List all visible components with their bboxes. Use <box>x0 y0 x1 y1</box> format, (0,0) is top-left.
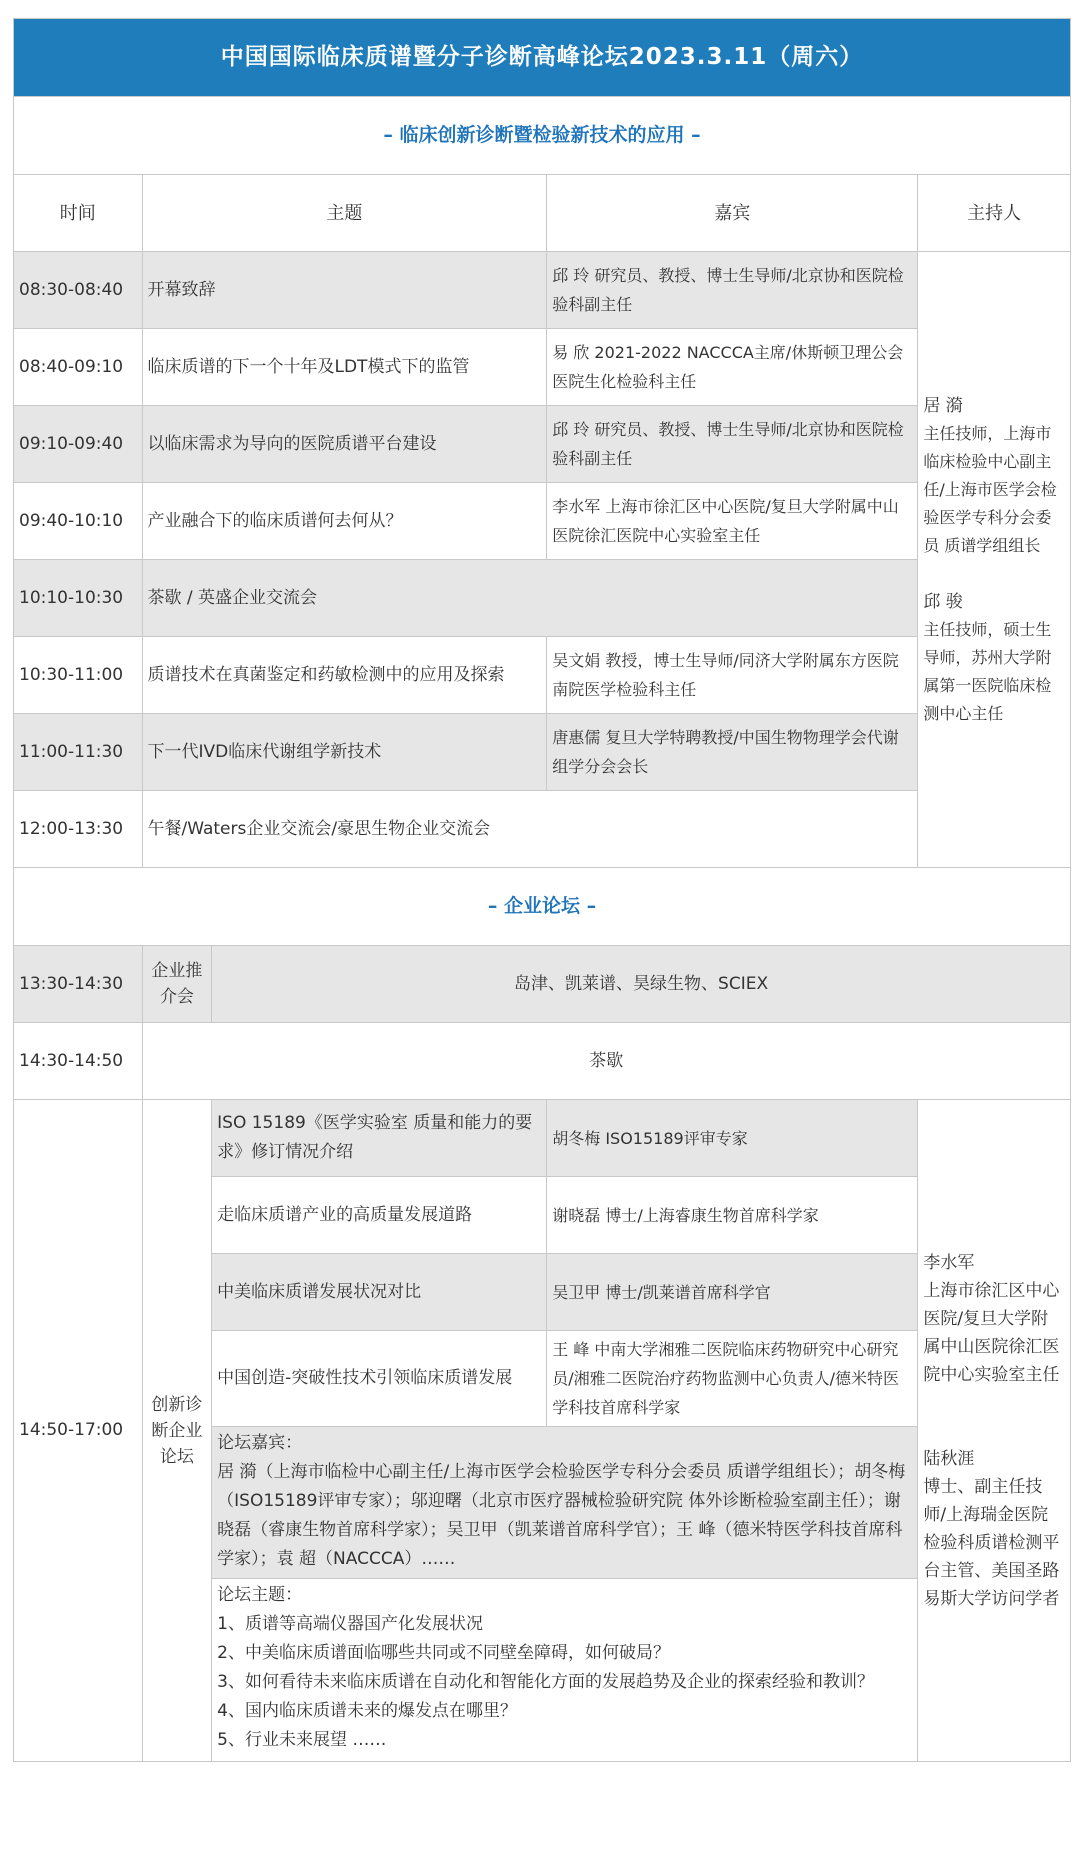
topic-cell: 临床质谱的下一个十年及LDT模式下的监管 <box>142 329 547 406</box>
host-entry <box>923 1249 1065 1389</box>
topic-cell: 茶歇 / 英盛企业交流会 <box>142 560 918 637</box>
forum-guests-text: 居 漪（上海市临检中心副主任/上海市医学会检验医学专科分会委员 质谱学组组长）；胡冬梅（ISO15189评审专家）；邬迎曙（北京市医疗器械检验研究院 体外诊断检验室副主任）；谢晓磊（睿康生物首席科学家）；吴卫甲（凯莱谱首席科学官）；王 峰（德米特医学科技首席科学家）；袁 超（NACCCA）…… <box>217 1462 906 1569</box>
host-name: 居 漪 <box>923 395 963 416</box>
topic-cell: 以临床需求为导向的医院质谱平台建设 <box>142 406 547 483</box>
guest-name: 吴卫甲 <box>552 1282 601 1302</box>
host-desc: 主任技师，硕士生导师，苏州大学附属第一医院临床检测中心主任 <box>923 619 1052 723</box>
guest-name: 谢晓磊 <box>552 1205 601 1225</box>
guest-name: 王 峰 <box>552 1340 590 1359</box>
guest-cell <box>547 329 918 406</box>
guest-name: 吴文娟 <box>552 651 601 670</box>
host-entry <box>923 1445 1065 1613</box>
topic-cell: 中美临床质谱发展状况对比 <box>212 1254 547 1331</box>
table-row <box>14 946 1071 1023</box>
guest-cell <box>547 714 918 791</box>
host-name: 邱 骏 <box>923 591 963 612</box>
guest-cell <box>547 1254 918 1331</box>
promo-content: 岛津、凯莱谱、昊绿生物、SCIEX <box>212 946 1071 1023</box>
forum-topics-cell <box>212 1579 918 1762</box>
break-content: 茶歇 <box>142 1023 1071 1100</box>
guest-desc: 博士/凯莱谱首席科学官 <box>600 1282 771 1302</box>
table-row <box>14 714 1071 791</box>
topic-cell: 质谱技术在真菌鉴定和药敏检测中的应用及探索 <box>142 637 547 714</box>
header-time: 时间 <box>14 175 143 252</box>
forum-topic-item: 4、国内临床质谱未来的爆发点在哪里？ <box>217 1701 517 1721</box>
guest-cell <box>547 406 918 483</box>
host-cell-clinical <box>918 252 1071 868</box>
forum-topic-item: 3、如何看待未来临床质谱在自动化和智能化方面的发展趋势及企业的探索经验和教训？ <box>217 1672 874 1692</box>
host-desc: 上海市徐汇区中心医院/复旦大学附属中山医院徐汇医院中心实验室主任 <box>923 1280 1060 1385</box>
forum-guests-label: 论坛嘉宾： <box>217 1433 303 1453</box>
agenda-table <box>13 18 1071 1762</box>
agenda <box>13 18 1071 1762</box>
guest-name: 胡冬梅 <box>552 1128 601 1148</box>
table-row <box>14 483 1071 560</box>
host-cell-enterprise <box>918 1100 1071 1762</box>
table-row <box>14 791 1071 868</box>
time-cell: 09:10-09:40 <box>14 406 143 483</box>
guest-desc: ISO15189评审专家 <box>600 1128 748 1148</box>
guest-desc: 中南大学湘雅二医院临床药物研究中心研究员/湘雅二医院治疗药物监测中心负责人/德米特医学科技首席科学家 <box>552 1340 900 1417</box>
time-cell: 13:30-14:30 <box>14 946 143 1023</box>
time-cell: 14:30-14:50 <box>14 1023 143 1100</box>
forum-label: 创新诊断企业论坛 <box>142 1100 212 1762</box>
guest-name: 邱 玲 <box>552 420 590 439</box>
time-cell: 14:50-17:00 <box>14 1100 143 1762</box>
guest-cell <box>547 637 918 714</box>
header-host: 主持人 <box>918 175 1071 252</box>
promo-label: 企业推介会 <box>142 946 212 1023</box>
table-row <box>14 1100 1071 1177</box>
table-row <box>14 560 1071 637</box>
time-cell: 10:30-11:00 <box>14 637 143 714</box>
guest-name: 易 欣 <box>552 343 590 362</box>
guest-name: 李水军 <box>552 497 601 516</box>
guest-name: 邱 玲 <box>552 266 590 285</box>
table-header <box>14 175 1071 252</box>
time-cell: 12:00-13:30 <box>14 791 143 868</box>
forum-topic-item: 5、行业未来展望 …… <box>217 1730 387 1750</box>
topic-cell: ISO 15189《医学实验室 质量和能力的要求》修订情况介绍 <box>212 1100 547 1177</box>
forum-guests-cell <box>212 1427 918 1579</box>
guest-cell <box>547 252 918 329</box>
guest-desc: 复旦大学特聘教授/中国生物物理学会代谢组学分会会长 <box>552 728 899 776</box>
table-row <box>14 637 1071 714</box>
table-row <box>14 252 1071 329</box>
topic-cell: 午餐/Waters企业交流会/豪思生物企业交流会 <box>142 791 918 868</box>
guest-desc: 教授，博士生导师/同济大学附属东方医院南院医学检验科主任 <box>552 651 899 699</box>
host-desc: 主任技师，上海市临床检验中心副主任/上海市医学会检验医学专科分会委员 质谱学组组长 <box>923 423 1057 555</box>
time-cell: 10:10-10:30 <box>14 560 143 637</box>
time-cell: 11:00-11:30 <box>14 714 143 791</box>
host-name: 陆秋涯 <box>923 1448 975 1469</box>
table-row <box>14 1023 1071 1100</box>
guest-desc: 2021-2022 NACCCA主席/休斯顿卫理公会医院生化检验科主任 <box>552 343 904 391</box>
guest-desc: 研究员、教授、博士生导师/北京协和医院检验科副主任 <box>552 266 904 314</box>
time-cell: 08:30-08:40 <box>14 252 143 329</box>
guest-name: 唐惠儒 <box>552 728 601 747</box>
page-title: 中国国际临床质谱暨分子诊断高峰论坛2023.3.11（周六） <box>14 19 1071 97</box>
section-title-enterprise: – 企业论坛 – <box>14 868 1071 946</box>
topic-cell: 产业融合下的临床质谱何去何从？ <box>142 483 547 560</box>
topic-cell: 开幕致辞 <box>142 252 547 329</box>
forum-topics-label: 论坛主题： <box>217 1585 303 1605</box>
forum-topic-item: 1、质谱等高端仪器国产化发展状况 <box>217 1614 483 1634</box>
guest-desc: 博士/上海睿康生物首席科学家 <box>600 1205 819 1225</box>
guest-cell <box>547 1331 918 1427</box>
guest-desc: 研究员、教授、博士生导师/北京协和医院检验科副主任 <box>552 420 904 468</box>
topic-cell: 走临床质谱产业的高质量发展道路 <box>212 1177 547 1254</box>
header-guest: 嘉宾 <box>547 175 918 252</box>
host-desc: 博士、副主任技师/上海瑞金医院检验科质谱检测平台主管、美国圣路易斯大学访问学者 <box>923 1476 1060 1609</box>
time-cell: 08:40-09:10 <box>14 329 143 406</box>
host-entry <box>923 588 1065 728</box>
table-row <box>14 329 1071 406</box>
host-name: 李水军 <box>923 1252 975 1273</box>
guest-cell <box>547 1100 918 1177</box>
section-title-clinical: – 临床创新诊断暨检验新技术的应用 – <box>14 97 1071 175</box>
forum-topic-item: 2、中美临床质谱面临哪些共同或不同壁垒障碍，如何破局？ <box>217 1643 670 1663</box>
header-topic: 主题 <box>142 175 547 252</box>
host-entry <box>923 392 1065 560</box>
topic-cell: 下一代IVD临床代谢组学新技术 <box>142 714 547 791</box>
guest-desc: 上海市徐汇区中心医院/复旦大学附属中山医院徐汇医院中心实验室主任 <box>552 497 899 545</box>
guest-cell <box>547 483 918 560</box>
table-row <box>14 406 1071 483</box>
time-cell: 09:40-10:10 <box>14 483 143 560</box>
guest-cell <box>547 1177 918 1254</box>
topic-cell: 中国创造-突破性技术引领临床质谱发展 <box>212 1331 547 1427</box>
